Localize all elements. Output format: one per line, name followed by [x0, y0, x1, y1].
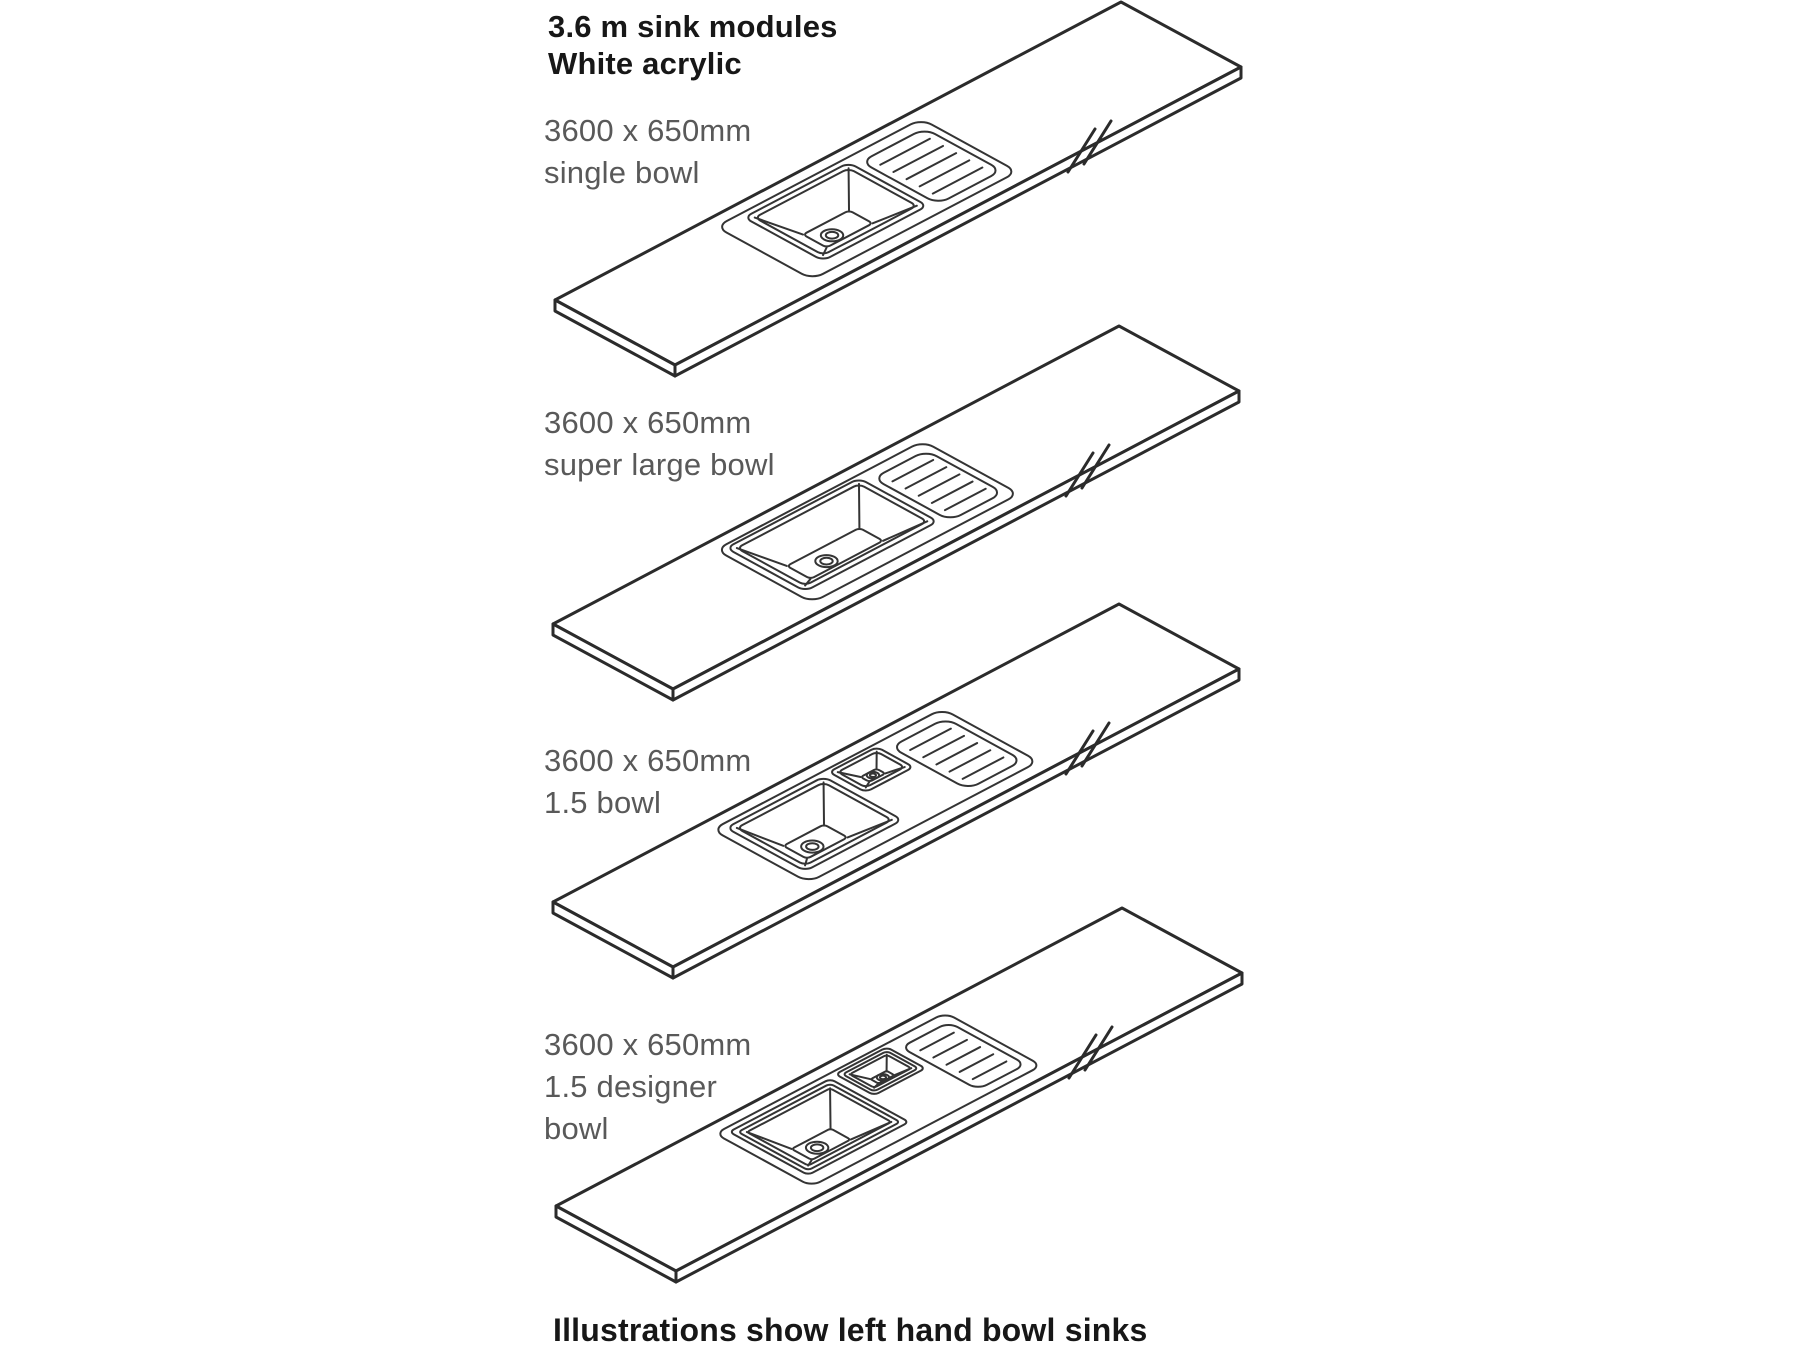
- panel-label-super-large-bowl: [544, 402, 775, 486]
- panel-label-line: 3600 x 650mm: [544, 743, 752, 778]
- panel-label-line: 1.5 bowl: [544, 785, 662, 820]
- page-title-line: White acrylic: [548, 46, 742, 81]
- panel-label-single-bowl: [544, 110, 751, 194]
- panel-label-one-half-bowl: [544, 740, 751, 824]
- footer-note: Illustrations show left hand bowl sinks: [553, 1312, 1148, 1348]
- panel-label-one-half-designer-bowl: [544, 1024, 751, 1150]
- panel-label-line: 3600 x 650mm: [544, 405, 752, 440]
- panel-label-line: 3600 x 650mm: [544, 1027, 752, 1062]
- page-title: [548, 8, 838, 82]
- panel-label-line: 1.5 designer: [544, 1069, 718, 1104]
- page-title-line: 3.6 m sink modules: [548, 9, 838, 44]
- panel-label-line: 3600 x 650mm: [544, 113, 752, 148]
- panel-label-line: bowl: [544, 1111, 609, 1146]
- panel-label-line: super large bowl: [544, 447, 775, 482]
- panel-label-line: single bowl: [544, 155, 700, 190]
